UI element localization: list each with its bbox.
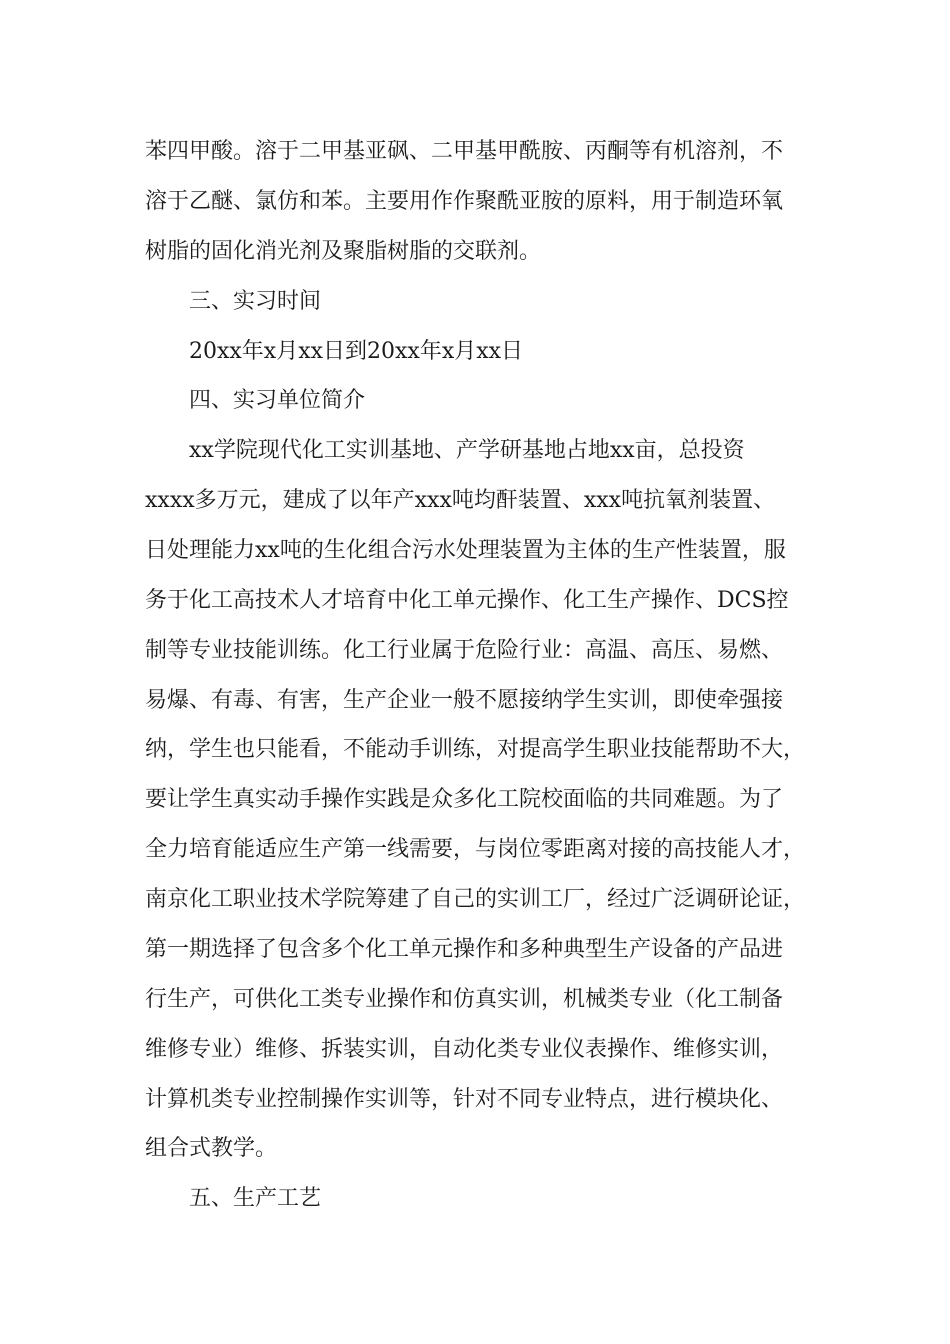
- text-line-7: xx学院现代化工实训基地、产学研基地占地xx亩，总投资: [189, 438, 745, 463]
- text-line-12: 易爆、有毒、有害，生产企业一般不愿接纳学生实训，即使牵强接: [145, 688, 784, 713]
- text-line-18: 行生产，可供化工类专业操作和仿真实训，机械类专业（化工制备: [145, 987, 784, 1012]
- text-line-17: 第一期选择了包含多个化工单元操作和多种典型生产设备的产品进: [145, 937, 784, 962]
- text-line-14: 要让学生真实动手操作实践是众多化工院校面临的共同难题。为了: [145, 787, 784, 812]
- section-heading-5: 五、生产工艺: [189, 1186, 322, 1211]
- text-line-2: 溶于乙醚、氯仿和苯。主要用作作聚酰亚胺的原料，用于制造环氧: [145, 189, 784, 214]
- text-line-19: 维修专业）维修、拆装实训，自动化类专业仪表操作、维修实训，: [145, 1037, 784, 1062]
- internship-dates: 20xx年x月xx日到20xx年x月xx日: [189, 339, 524, 364]
- text-line-1: 苯四甲酸。溶于二甲基亚砜、二甲基甲酰胺、丙酮等有机溶剂，不: [145, 139, 784, 164]
- text-line-15: 全力培育能适应生产第一线需要，与岗位零距离对接的高技能人才，: [145, 837, 806, 862]
- text-line-16: 南京化工职业技术学院筹建了自己的实训工厂，经过广泛调研论证，: [145, 887, 806, 912]
- text-line-20: 计算机类专业控制操作实训等，针对不同专业特点，进行模块化、: [145, 1087, 784, 1112]
- text-line-9: 日处理能力xx吨的生化组合污水处理装置为主体的生产性装置，服: [145, 538, 786, 563]
- text-line-21: 组合式教学。: [145, 1136, 278, 1161]
- section-heading-4: 四、实习单位简介: [189, 388, 366, 413]
- section-heading-3: 三、实习时间: [189, 289, 322, 314]
- text-line-13: 纳，学生也只能看，不能动手训练，对提高学生职业技能帮助不大，: [145, 737, 806, 762]
- text-line-11: 制等专业技能训练。化工行业属于危险行业：高温、高压、易燃、: [145, 638, 784, 663]
- text-line-10: 务于化工高技术人才培育中化工单元操作、化工生产操作、DCS控: [145, 588, 789, 613]
- text-line-3: 树脂的固化消光剂及聚脂树脂的交联剂。: [145, 239, 542, 264]
- text-line-8: xxxx多万元，建成了以年产xxx吨均酐装置、xxx吨抗氧剂装置、: [145, 488, 776, 513]
